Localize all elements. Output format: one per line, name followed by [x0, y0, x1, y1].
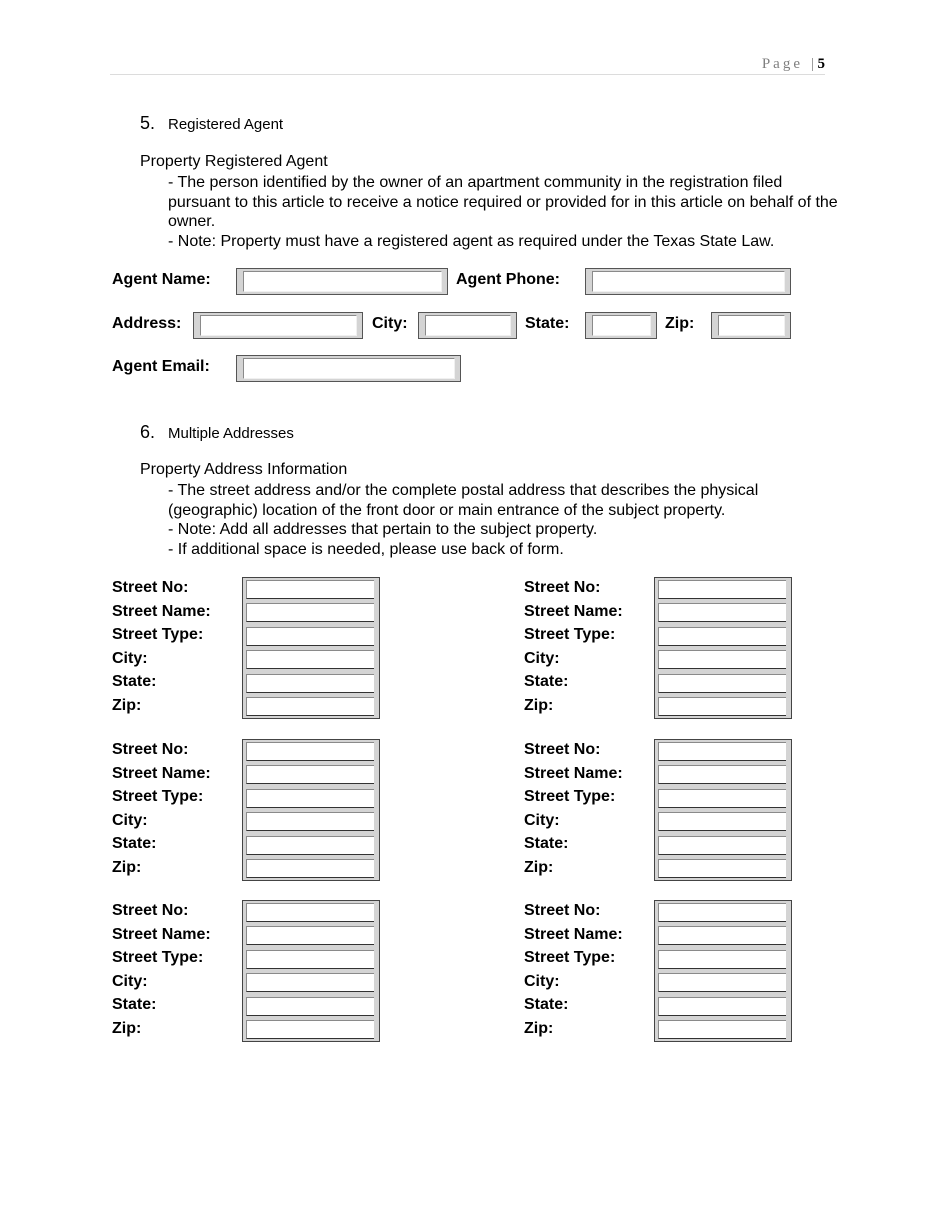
address-cell[interactable] [246, 997, 374, 1016]
street-no-input[interactable] [247, 582, 374, 599]
street-name-input[interactable] [659, 605, 786, 622]
street-type-input[interactable] [659, 951, 786, 968]
state-label: State: [525, 315, 570, 332]
zip-input[interactable] [659, 699, 786, 716]
address-row-label: Street Name: [524, 764, 623, 782]
state-field[interactable] [585, 312, 657, 339]
address-row-label: State: [524, 996, 569, 1014]
section-5-number: 5. [140, 113, 156, 133]
section-6-description-block [168, 481, 828, 559]
address-field-stack [242, 577, 380, 719]
state-input[interactable] [247, 675, 374, 692]
address-cell[interactable] [246, 859, 374, 878]
address-row-label: Zip: [524, 859, 554, 876]
city-input[interactable] [659, 814, 786, 831]
address-row-label: Street No: [524, 579, 601, 596]
address-row-label: State: [524, 673, 569, 691]
address-cell[interactable] [246, 903, 374, 922]
address-cell[interactable] [246, 926, 374, 945]
zip-input[interactable] [247, 699, 374, 716]
agent-name-field[interactable] [236, 268, 448, 295]
address-field-stack [654, 577, 792, 719]
address-row-label: Street Type: [524, 626, 616, 644]
address-cell[interactable] [658, 697, 786, 716]
section-5-description-block [168, 173, 843, 251]
address-row-label: Street Name: [112, 602, 211, 620]
address-row-label: Street Type: [112, 949, 204, 967]
address-field-stack [654, 739, 792, 881]
street-name-input[interactable] [659, 928, 786, 945]
address-cell[interactable] [658, 650, 786, 669]
zip-field[interactable] [711, 312, 791, 339]
address-cell[interactable] [246, 789, 374, 808]
address-row-label: Street No: [112, 579, 189, 596]
address-cell[interactable] [246, 697, 374, 716]
address-cell[interactable] [246, 580, 374, 599]
page-number: 5 [817, 56, 825, 72]
address-block [112, 577, 402, 719]
address-cell[interactable] [658, 950, 786, 969]
address-row-label: Street Name: [524, 602, 623, 620]
address-row-label: Zip: [524, 697, 554, 714]
address-block [112, 900, 402, 1042]
address-row-label: Street No: [524, 902, 601, 919]
street-no-input[interactable] [247, 744, 374, 761]
agent-phone-field[interactable] [585, 268, 791, 295]
page-label: Page [761, 56, 803, 72]
section-6-note-space: - If additional space is needed, please use back of form. [168, 540, 564, 558]
agent-name-label: Agent Name: [112, 271, 211, 288]
address-row-label: City: [112, 972, 148, 990]
address-block [524, 577, 814, 719]
address-cell[interactable] [658, 627, 786, 646]
address-row-label: Street Type: [112, 626, 204, 644]
address-row-label: Street Type: [112, 788, 204, 806]
street-no-input[interactable] [247, 905, 374, 922]
address-cell[interactable] [246, 1020, 374, 1039]
address-row-label: Zip: [112, 859, 142, 876]
zip-input[interactable] [247, 861, 374, 878]
city-label: City: [372, 315, 408, 332]
section-6-note: - Note: Add all addresses that pertain to the subject property. [168, 521, 598, 538]
address-row-label: City: [524, 649, 560, 667]
address-cell[interactable] [658, 1020, 786, 1039]
state-input[interactable] [659, 675, 786, 692]
street-name-input[interactable] [659, 767, 786, 784]
agent-phone-label: Agent Phone: [456, 271, 560, 288]
address-block [524, 739, 814, 881]
address-label: Address: [112, 315, 182, 332]
agent-email-input[interactable] [244, 359, 454, 378]
address-cell[interactable] [658, 580, 786, 599]
state-input[interactable] [659, 998, 786, 1015]
agent-phone-input[interactable] [593, 272, 784, 291]
address-field[interactable] [193, 312, 363, 339]
address-cell[interactable] [658, 997, 786, 1016]
section-5-description: - The person identified by the owner of an apartment community in the registration filed pursuant to this article to receive a notice required or provided for in this article on behalf of the owner. [168, 174, 838, 230]
section-5-note: - Note: Property must have a registered agent as required under the Texas State Law. [168, 232, 775, 250]
address-cell[interactable] [246, 950, 374, 969]
address-cell[interactable] [658, 789, 786, 808]
street-no-input[interactable] [659, 744, 786, 761]
address-cell[interactable] [246, 674, 374, 693]
address-row-label: State: [112, 673, 157, 691]
address-row-label: Zip: [524, 1020, 554, 1037]
section-6-subtitle: Property Address Information [140, 461, 348, 478]
city-input[interactable] [659, 652, 786, 669]
address-cell[interactable] [658, 674, 786, 693]
zip-input[interactable] [719, 316, 784, 335]
city-input[interactable] [426, 316, 510, 335]
address-row-label: City: [112, 649, 148, 667]
city-input[interactable] [247, 814, 374, 831]
page-header [110, 52, 825, 75]
street-no-input[interactable] [659, 905, 786, 922]
city-field[interactable] [418, 312, 517, 339]
address-row-label: Street Name: [524, 925, 623, 943]
street-type-input[interactable] [659, 628, 786, 645]
city-input[interactable] [659, 975, 786, 992]
address-cell[interactable] [246, 650, 374, 669]
address-cell[interactable] [658, 926, 786, 945]
address-cell[interactable] [246, 765, 374, 784]
address-cell[interactable] [658, 903, 786, 922]
address-block [524, 900, 814, 1042]
address-row-label: Street Type: [524, 949, 616, 967]
zip-input[interactable] [247, 1022, 374, 1039]
street-type-input[interactable] [247, 790, 374, 807]
address-row-label: Street No: [112, 741, 189, 758]
address-block [112, 739, 402, 881]
address-cell[interactable] [246, 973, 374, 992]
agent-email-label: Agent Email: [112, 358, 210, 375]
address-row-label: Street No: [112, 902, 189, 919]
section-6-number: 6. [140, 422, 156, 442]
address-cell[interactable] [658, 812, 786, 831]
address-input[interactable] [201, 316, 356, 335]
address-cell[interactable] [246, 836, 374, 855]
street-type-input[interactable] [659, 790, 786, 807]
address-field-stack [654, 900, 792, 1042]
page-separator: | [810, 56, 814, 72]
state-input[interactable] [659, 837, 786, 854]
address-cell[interactable] [246, 742, 374, 761]
address-cell[interactable] [658, 859, 786, 878]
street-no-input[interactable] [659, 582, 786, 599]
address-cell[interactable] [658, 836, 786, 855]
address-row-label: City: [112, 811, 148, 829]
section-6-title: Multiple Addresses [168, 425, 294, 442]
zip-label: Zip: [665, 315, 695, 332]
address-field-stack [242, 900, 380, 1042]
street-type-input[interactable] [247, 951, 374, 968]
state-input[interactable] [247, 998, 374, 1015]
address-cell[interactable] [246, 627, 374, 646]
section-5-subtitle: Property Registered Agent [140, 153, 328, 170]
address-field-stack [242, 739, 380, 881]
state-input[interactable] [247, 837, 374, 854]
street-name-input[interactable] [247, 767, 374, 784]
city-input[interactable] [247, 975, 374, 992]
zip-input[interactable] [659, 861, 786, 878]
address-cell[interactable] [658, 765, 786, 784]
address-cell[interactable] [658, 742, 786, 761]
address-row-label: State: [524, 835, 569, 853]
city-input[interactable] [247, 652, 374, 669]
address-row-label: Zip: [112, 1020, 142, 1037]
address-cell[interactable] [658, 603, 786, 622]
address-cell[interactable] [246, 603, 374, 622]
address-row-label: City: [524, 972, 560, 990]
street-name-input[interactable] [247, 928, 374, 945]
address-row-label: State: [112, 996, 157, 1014]
address-row-label: Street Name: [112, 764, 211, 782]
address-cell[interactable] [658, 973, 786, 992]
address-cell[interactable] [246, 812, 374, 831]
state-input[interactable] [593, 316, 650, 335]
address-row-label: Zip: [112, 697, 142, 714]
street-name-input[interactable] [247, 605, 374, 622]
zip-input[interactable] [659, 1022, 786, 1039]
agent-name-input[interactable] [244, 272, 441, 291]
address-row-label: City: [524, 811, 560, 829]
street-type-input[interactable] [247, 628, 374, 645]
agent-email-field[interactable] [236, 355, 461, 382]
section-6-description: - The street address and/or the complete postal address that describes the physical (geographic) location of the front door or main entrance of the subject property. [168, 482, 759, 519]
address-row-label: Street Type: [524, 788, 616, 806]
address-row-label: State: [112, 835, 157, 853]
address-row-label: Street No: [524, 741, 601, 758]
section-5-title: Registered Agent [168, 116, 284, 133]
address-row-label: Street Name: [112, 925, 211, 943]
